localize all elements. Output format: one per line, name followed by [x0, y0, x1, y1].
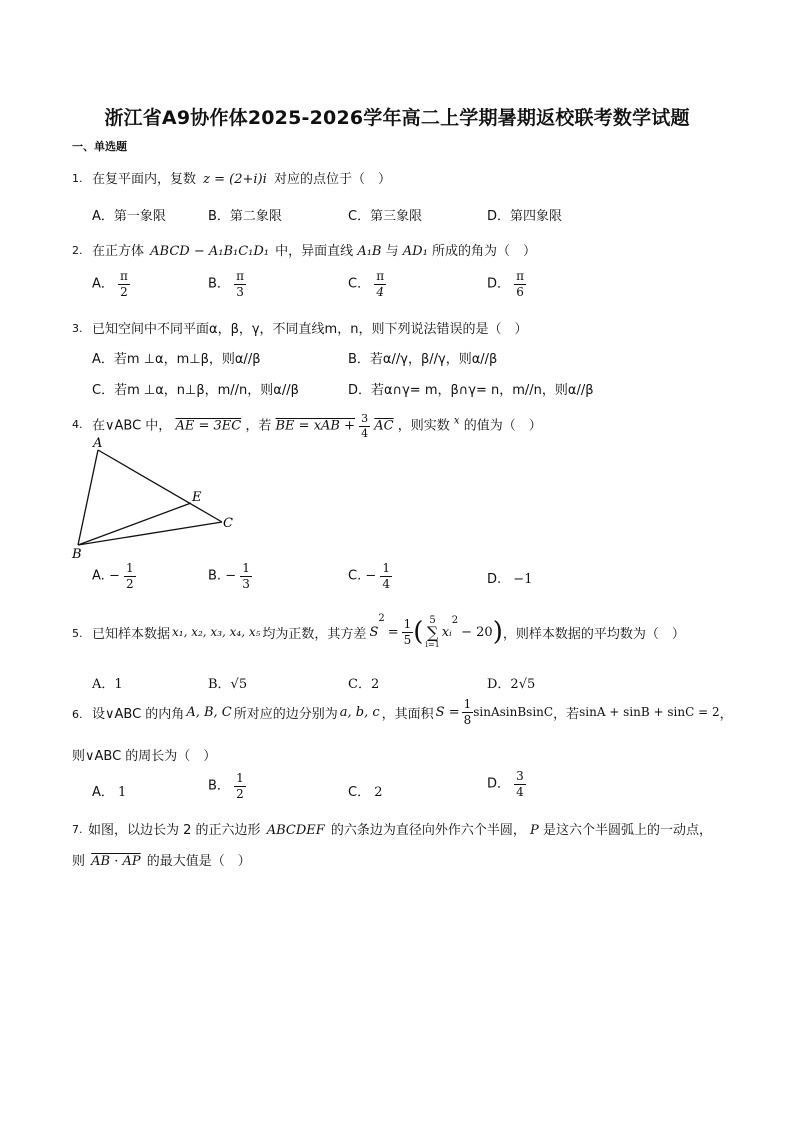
option-a: A． $\frac{\pi}{2}$ — [92, 269, 128, 299]
option-c: C． $\frac{\pi}{4}$ — [348, 269, 385, 299]
option-c: C．若m ⊥α，n⊥β，m//n，则α//β — [92, 383, 299, 398]
option-c: C． 2 — [348, 785, 383, 800]
question-5-stem: 已知样本数据 x₁, x₂, x₃, x₄, x₅ 均为正数，其方差 S 2 = $\frac{1}{5}$ ( 5 ∑ i=1 xᵢ 2 − 20 ) ，则样本数据的平均数为（ ） — [92, 612, 685, 649]
option-a: A．第一象限 — [92, 209, 166, 224]
question-6-stem-line2: 则∨ABC 的周长为（ ） — [72, 749, 217, 764]
side-bc — [78, 522, 222, 545]
option-a: A． 1 — [92, 785, 127, 800]
option-a: A．1 — [92, 677, 123, 692]
section-heading: 一、单选题 — [72, 140, 127, 153]
cube-expression: ABCD − A₁B₁C₁D₁ — [150, 244, 270, 259]
question-1-stem: 在复平面内，复数 z = (2+i)i 对应的点位于（ ） — [92, 172, 391, 187]
option-b: B．第二象限 — [208, 209, 282, 224]
option-a: A. − $\frac{1}{2}$ — [92, 561, 134, 591]
vertex-b-label: B — [72, 547, 82, 562]
option-d: D．2√5 — [487, 677, 536, 692]
question-number: 6. — [72, 708, 83, 721]
question-7-stem: 如图，以边长为 2 的正六边形 ABCDEF 的六条边为直径向外作六个半圆， P 是这六个半圆弧上的一动点， — [88, 823, 712, 838]
option-b: B．若α//γ，β//γ，则α//β — [348, 352, 498, 367]
option-d: D． $\frac{3}{4}$ — [487, 769, 524, 799]
question-number: 2. — [72, 244, 83, 257]
segment-be — [78, 503, 191, 545]
option-d: D. −1 — [487, 572, 533, 587]
question-number: 4. — [72, 418, 83, 431]
question-number: 1. — [72, 172, 83, 185]
option-c: C．第三象限 — [348, 209, 423, 224]
summation: 5 ∑ i=1 — [425, 614, 440, 649]
question-4-stem: 在∨ABC 中， AE = 3EC ，若 BE = xAB + $\frac{3}{4}$ $\overline{AC}$ ，则实数 $^x$ 的值为（ ） — [92, 412, 542, 440]
question-3-stem: 已知空间中不同平面α，β，γ，不同直线m，n，则下列说法错误的是（ ） — [92, 322, 528, 337]
vertex-a-label: A — [93, 436, 103, 451]
triangle-figure — [70, 432, 250, 562]
vertex-e-label: E — [192, 490, 202, 505]
side-ab — [78, 450, 98, 545]
complex-expression: z = (2+i)i — [203, 172, 267, 187]
question-number: 5. — [72, 627, 83, 640]
vector-be-eq: BE = xAB + — [275, 418, 355, 434]
side-ac — [98, 450, 222, 522]
option-b: B. − $\frac{1}{3}$ — [208, 561, 250, 591]
option-c: C. − $\frac{1}{4}$ — [348, 561, 391, 591]
question-6-stem: 设∨ABC 的内角 A, B, C 所对应的边分别为 a, b, c ，其面积 S = $\frac{1}{8}$ sinAsinBsinC ，若 sinA + sinB + sinC = 2 ， — [92, 696, 733, 727]
vertex-c-label: C — [223, 516, 233, 531]
vector-ae-eq: AE = 3EC — [175, 418, 242, 434]
option-b: B． $\frac{1}{2}$ — [208, 771, 244, 801]
page-title: 浙江省A9协作体2025-2026学年高二上学期暑期返校联考数学试题 — [104, 107, 690, 129]
option-b: B．√5 — [208, 677, 248, 692]
question-2-stem: 在正方体 ABCD − A₁B₁C₁D₁ 中，异面直线 A₁B 与 AD₁ 所成的角为（ ） — [92, 244, 536, 259]
option-d: D．第四象限 — [487, 209, 563, 224]
option-c: C．2 — [348, 677, 380, 692]
question-7-stem-line2: 则 AB · AP 的最大值是（ ） — [72, 854, 251, 869]
question-number: 7. — [72, 823, 83, 836]
option-d: D． $\frac{\pi}{6}$ — [487, 269, 525, 299]
option-a: A．若m ⊥α，m⊥β，则α//β — [92, 352, 261, 367]
option-b: B． $\frac{\pi}{3}$ — [208, 269, 244, 299]
question-number: 3. — [72, 322, 83, 335]
option-d: D．若α∩γ= m，β∩γ= n，m//n，则α//β — [348, 383, 594, 398]
